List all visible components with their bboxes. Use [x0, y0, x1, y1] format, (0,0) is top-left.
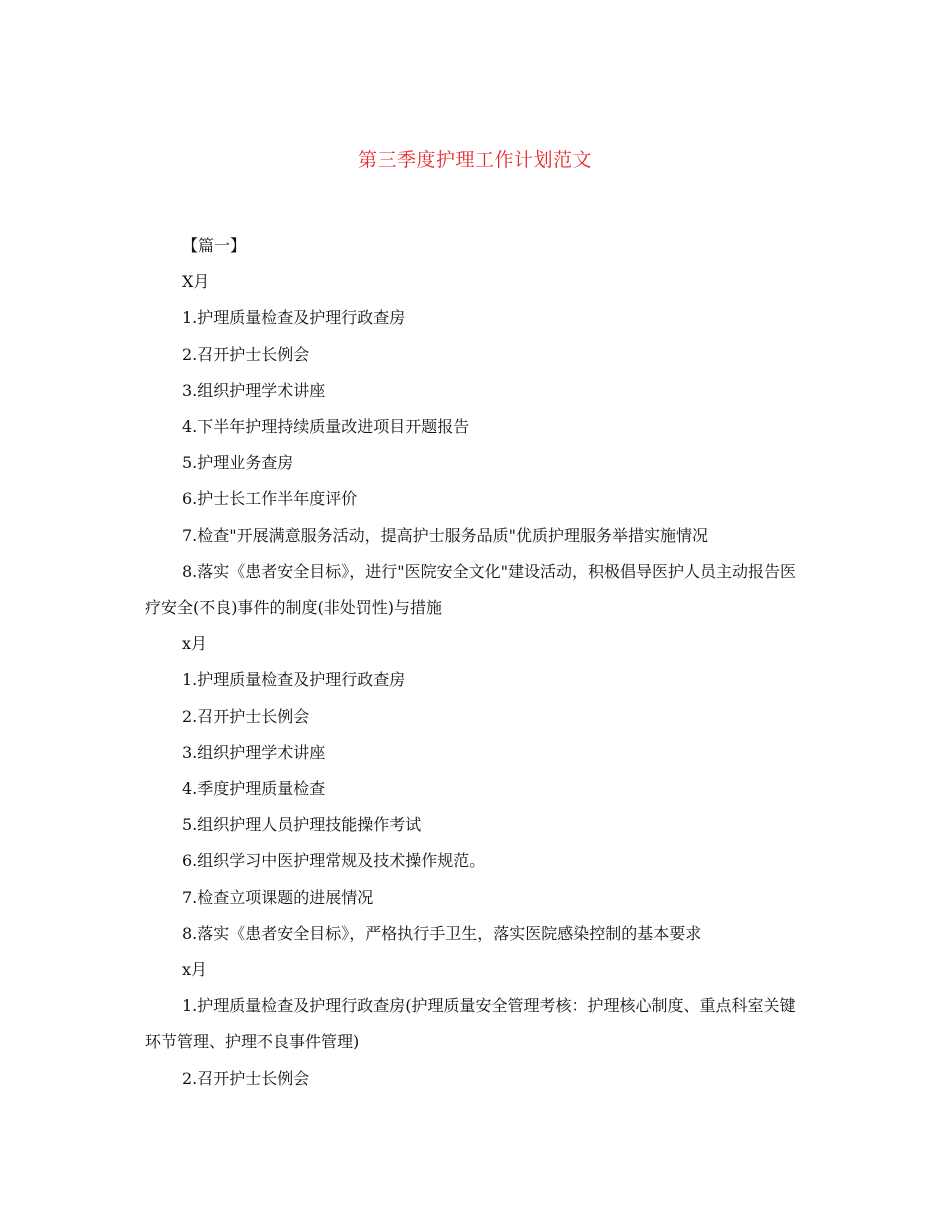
list-item: 7.检查立项课题的进展情况 — [182, 887, 374, 907]
list-item: 5.护理业务查房 — [182, 453, 294, 473]
document-title: 第三季度护理工作计划范文 — [357, 149, 592, 171]
list-item: 2.召开护士长例会 — [182, 344, 310, 364]
list-item: 5.组织护理人员护理技能操作考试 — [182, 815, 422, 835]
list-item: 1.护理质量检查及护理行政查房 — [182, 308, 406, 328]
list-item: 6.组织学习中医护理常规及技术操作规范。 — [182, 851, 486, 871]
list-item: 1.护理质量检查及护理行政查房(护理质量安全管理考核：护理核心制度、重点科室关键环节管理、护理不良事件管理) — [145, 996, 796, 1052]
list-item: 8.落实《患者安全目标》，严格执行手卫生，落实医院感染控制的基本要求 — [182, 923, 702, 943]
month-heading: X月 — [182, 272, 210, 292]
document-body — [145, 228, 807, 1097]
list-item: 2.召开护士长例会 — [182, 1068, 310, 1088]
list-item: 2.召开护士长例会 — [182, 706, 310, 726]
list-item: 1.护理质量检查及护理行政查房 — [182, 670, 406, 690]
list-item: 7.检查"开展满意服务活动，提高护士服务品质"优质护理服务举措实施情况 — [182, 525, 708, 545]
list-item: 3.组织护理学术讲座 — [182, 742, 326, 762]
list-item: 4.季度护理质量检查 — [182, 779, 326, 799]
section-heading: 【篇一】 — [182, 236, 247, 255]
list-item: 3.组织护理学术讲座 — [182, 380, 326, 400]
month-heading: x月 — [182, 634, 208, 654]
list-item: 8.落实《患者安全目标》，进行"医院安全文化"建设活动，积极倡导医护人员主动报告医疗安全(不良)事件的制度(非处罚性)与措施 — [145, 561, 796, 618]
list-item: 4.下半年护理持续质量改进项目开题报告 — [182, 417, 470, 437]
month-heading: x月 — [182, 960, 208, 980]
list-item: 6.护士长工作半年度评价 — [182, 489, 358, 509]
